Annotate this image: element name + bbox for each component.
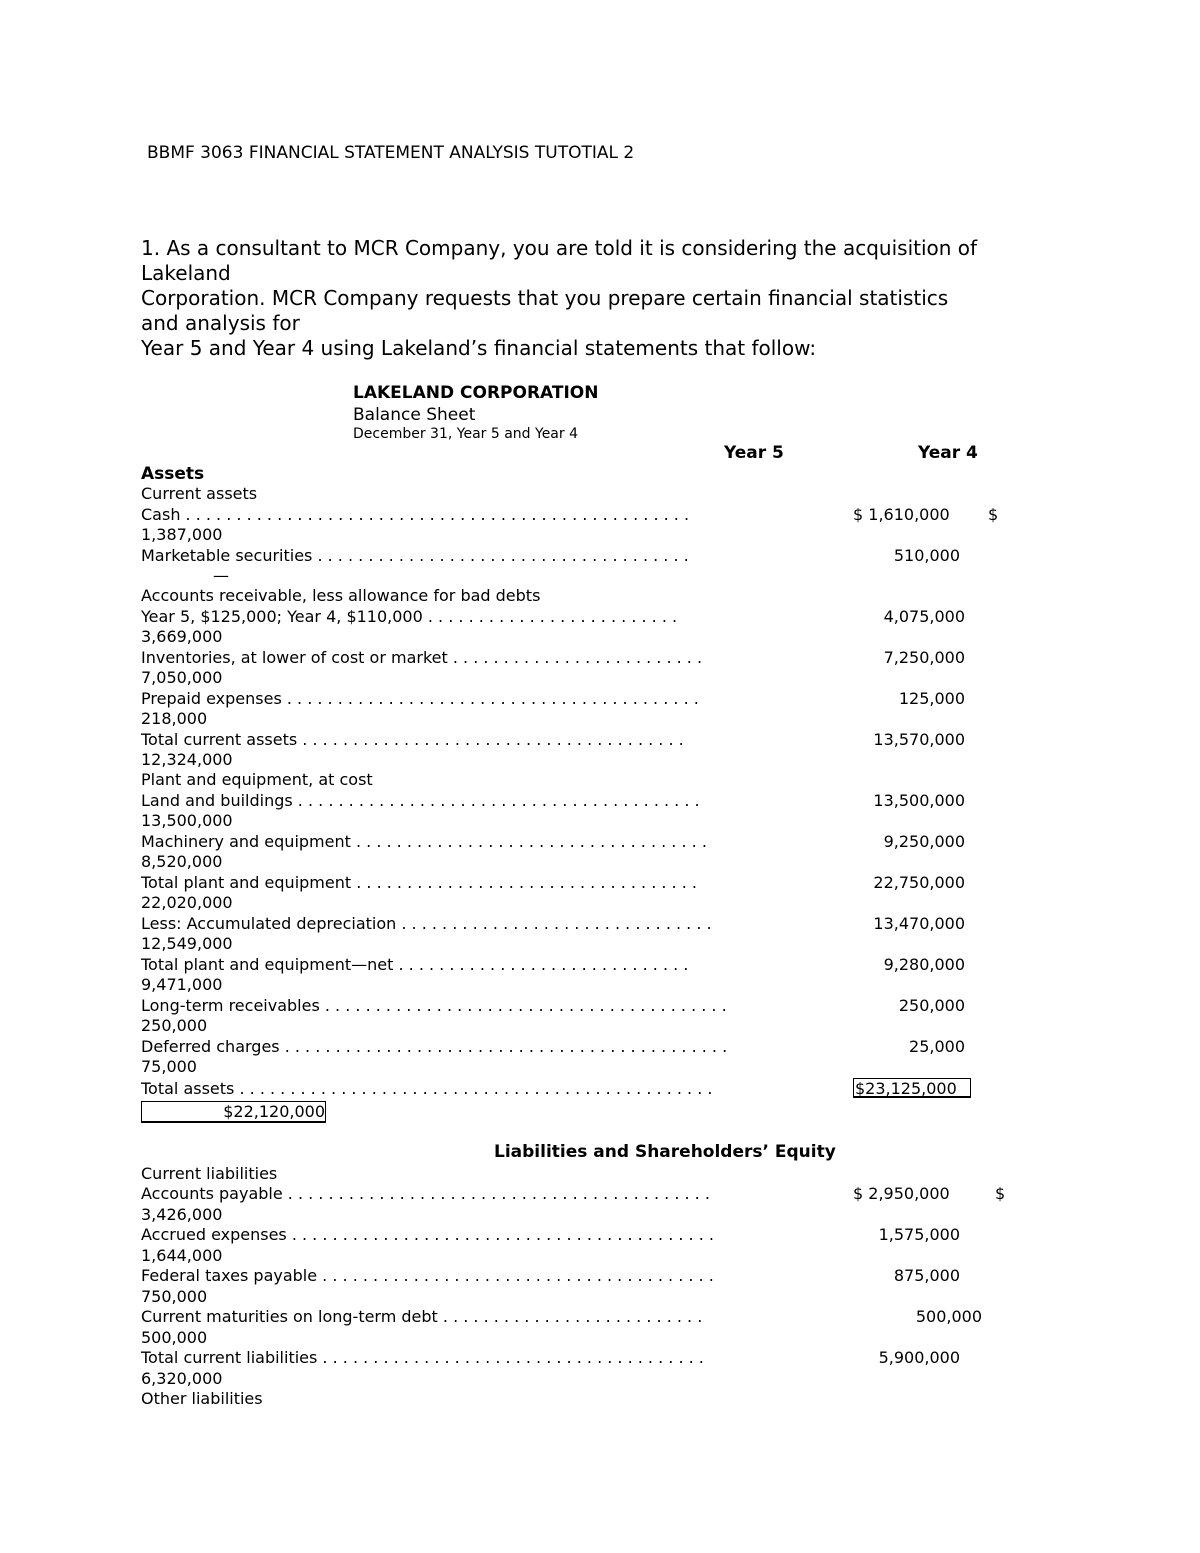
value-year4-accounts-receivable: 3,669,000 <box>141 627 223 646</box>
row-label-marketable-securities: Marketable securities . . . . . . . . . . . . . . . . . . . . . . . . . . . . . . . . . . . . . <box>141 546 689 565</box>
row-label-accounts-payable: Accounts payable . . . . . . . . . . . . . . . . . . . . . . . . . . . . . . . . . . . . . . . . . . <box>141 1184 710 1203</box>
other-liabilities-heading: Other liabilities <box>141 1389 263 1408</box>
value-year4-federal-taxes-payable: 750,000 <box>141 1287 208 1306</box>
value-year5-accrued-expenses: 1,575,000 <box>878 1225 960 1244</box>
row-label-total-current-liabilities: Total current liabilities . . . . . . . . . . . . . . . . . . . . . . . . . . . . . . . . . . . . . . <box>141 1348 704 1367</box>
value-year5-total-assets: $23,125,000 <box>853 1078 971 1098</box>
value-year4-total-assets: $22,120,000 <box>141 1101 326 1123</box>
value-year5-long-term-receivables: 250,000 <box>898 996 965 1015</box>
value-year5-marketable-securities: 510,000 <box>893 546 960 565</box>
question-line-3: Corporation. MCR Company requests that you prepare certain financial statistics <box>141 286 949 310</box>
statement-date: December 31, Year 5 and Year 4 <box>353 426 578 442</box>
value-year4-plant-equipment-net: 9,471,000 <box>141 975 223 994</box>
column-header-year-4: Year 4 <box>918 443 978 463</box>
row-label-inventories: Inventories, at lower of cost or market . . . . . . . . . . . . . . . . . . . . . . . . . <box>141 648 703 667</box>
value-year4-deferred-charges: 75,000 <box>141 1057 197 1076</box>
assets-heading: Assets <box>141 464 205 484</box>
document-header: BBMF 3063 FINANCIAL STATEMENT ANALYSIS TUTOTIAL 2 <box>147 143 635 163</box>
row-label-total-assets: Total assets . . . . . . . . . . . . . . . . . . . . . . . . . . . . . . . . . . . . . . . . . . . . . . . <box>141 1079 713 1098</box>
value-year5-inventories: 7,250,000 <box>883 648 965 667</box>
question-line-5: Year 5 and Year 4 using Lakeland’s financial statements that follow: <box>141 336 817 360</box>
value-year5-deferred-charges: 25,000 <box>909 1037 965 1056</box>
value-year5-accounts-receivable: 4,075,000 <box>883 607 965 626</box>
question-line-2: Lakeland <box>141 261 231 285</box>
value-year4-long-term-receivables: 250,000 <box>141 1016 208 1035</box>
current-assets-heading: Current assets <box>141 484 258 503</box>
accounts-receivable-heading: Accounts receivable, less allowance for bad debts <box>141 586 541 605</box>
value-year4-prepaid-expenses: 218,000 <box>141 709 208 728</box>
row-label-total-plant-equipment: Total plant and equipment . . . . . . . . . . . . . . . . . . . . . . . . . . . . . . . . . . <box>141 873 697 892</box>
row-label-plant-equipment-net: Total plant and equipment—net . . . . . . . . . . . . . . . . . . . . . . . . . . . . . <box>141 955 689 974</box>
row-label-accrued-expenses: Accrued expenses . . . . . . . . . . . . . . . . . . . . . . . . . . . . . . . . . . . . . . . . . . <box>141 1225 714 1244</box>
value-year4-marketable-securities: — <box>213 566 229 585</box>
value-year4-machinery-equipment: 8,520,000 <box>141 852 223 871</box>
value-year4-total-current-assets: 12,324,000 <box>141 750 233 769</box>
statement-title: Balance Sheet <box>353 405 476 425</box>
row-label-accounts-receivable: Year 5, $125,000; Year 4, $110,000 . . . . . . . . . . . . . . . . . . . . . . . . . <box>141 607 678 626</box>
value-year5-land-buildings: 13,500,000 <box>873 791 965 810</box>
current-liabilities-heading: Current liabilities <box>141 1164 278 1183</box>
value-year4-total-plant-equipment: 22,020,000 <box>141 893 233 912</box>
value-year5-total-current-liabilities: 5,900,000 <box>878 1348 960 1367</box>
value-year5-cash: $ 1,610,000 <box>853 505 950 524</box>
value-year4-accumulated-depreciation: 12,549,000 <box>141 934 233 953</box>
row-label-accumulated-depreciation: Less: Accumulated depreciation . . . . . . . . . . . . . . . . . . . . . . . . . . . . . . . <box>141 914 712 933</box>
value-year4-land-buildings: 13,500,000 <box>141 811 233 830</box>
value-year4-total-current-liabilities: 6,320,000 <box>141 1369 223 1388</box>
plant-equipment-heading: Plant and equipment, at cost <box>141 770 373 789</box>
value-year4-accrued-expenses: 1,644,000 <box>141 1246 223 1265</box>
value-year4-current-maturities: 500,000 <box>141 1328 208 1347</box>
value-year5-federal-taxes-payable: 875,000 <box>893 1266 960 1285</box>
row-label-machinery-equipment: Machinery and equipment . . . . . . . . . . . . . . . . . . . . . . . . . . . . . . . . . . . <box>141 832 707 851</box>
value-year5-accounts-payable: $ 2,950,000 <box>853 1184 950 1203</box>
liabilities-equity-heading: Liabilities and Shareholders’ Equity <box>494 1142 836 1162</box>
column-header-year-5: Year 5 <box>724 443 784 463</box>
value-year5-machinery-equipment: 9,250,000 <box>883 832 965 851</box>
value-year4-inventories: 7,050,000 <box>141 668 223 687</box>
currency-symbol-year4-cash: $ <box>988 505 999 524</box>
row-label-federal-taxes-payable: Federal taxes payable . . . . . . . . . . . . . . . . . . . . . . . . . . . . . . . . . . . . . . . <box>141 1266 714 1285</box>
value-year5-current-maturities: 500,000 <box>915 1307 982 1326</box>
value-year5-prepaid-expenses: 125,000 <box>898 689 965 708</box>
value-year5-plant-equipment-net: 9,280,000 <box>883 955 965 974</box>
currency-symbol-year4-accounts-payable: $ <box>995 1184 1006 1203</box>
value-year5-total-plant-equipment: 22,750,000 <box>873 873 965 892</box>
question-line-1: 1. As a consultant to MCR Company, you are told it is considering the acquisition of <box>141 236 978 260</box>
value-year5-accumulated-depreciation: 13,470,000 <box>873 914 965 933</box>
row-label-deferred-charges: Deferred charges . . . . . . . . . . . . . . . . . . . . . . . . . . . . . . . . . . . . . . . . . . . . <box>141 1037 728 1056</box>
value-year4-cash: 1,387,000 <box>141 525 223 544</box>
row-label-total-current-assets: Total current assets . . . . . . . . . . . . . . . . . . . . . . . . . . . . . . . . . . . . . . <box>141 730 684 749</box>
row-label-current-maturities: Current maturities on long-term debt . . . . . . . . . . . . . . . . . . . . . . . . . . <box>141 1307 703 1326</box>
row-label-prepaid-expenses: Prepaid expenses . . . . . . . . . . . . . . . . . . . . . . . . . . . . . . . . . . . . . . . . . <box>141 689 699 708</box>
row-label-long-term-receivables: Long-term receivables . . . . . . . . . . . . . . . . . . . . . . . . . . . . . . . . . . . . . . . . <box>141 996 727 1015</box>
row-label-cash: Cash . . . . . . . . . . . . . . . . . . . . . . . . . . . . . . . . . . . . . . . . . . . . . . . . . . <box>141 505 690 524</box>
company-name: LAKELAND CORPORATION <box>353 383 599 403</box>
value-year5-total-current-assets: 13,570,000 <box>873 730 965 749</box>
value-year4-accounts-payable: 3,426,000 <box>141 1205 223 1224</box>
row-label-land-buildings: Land and buildings . . . . . . . . . . . . . . . . . . . . . . . . . . . . . . . . . . . . . . . . <box>141 791 700 810</box>
question-line-4: and analysis for <box>141 311 300 335</box>
